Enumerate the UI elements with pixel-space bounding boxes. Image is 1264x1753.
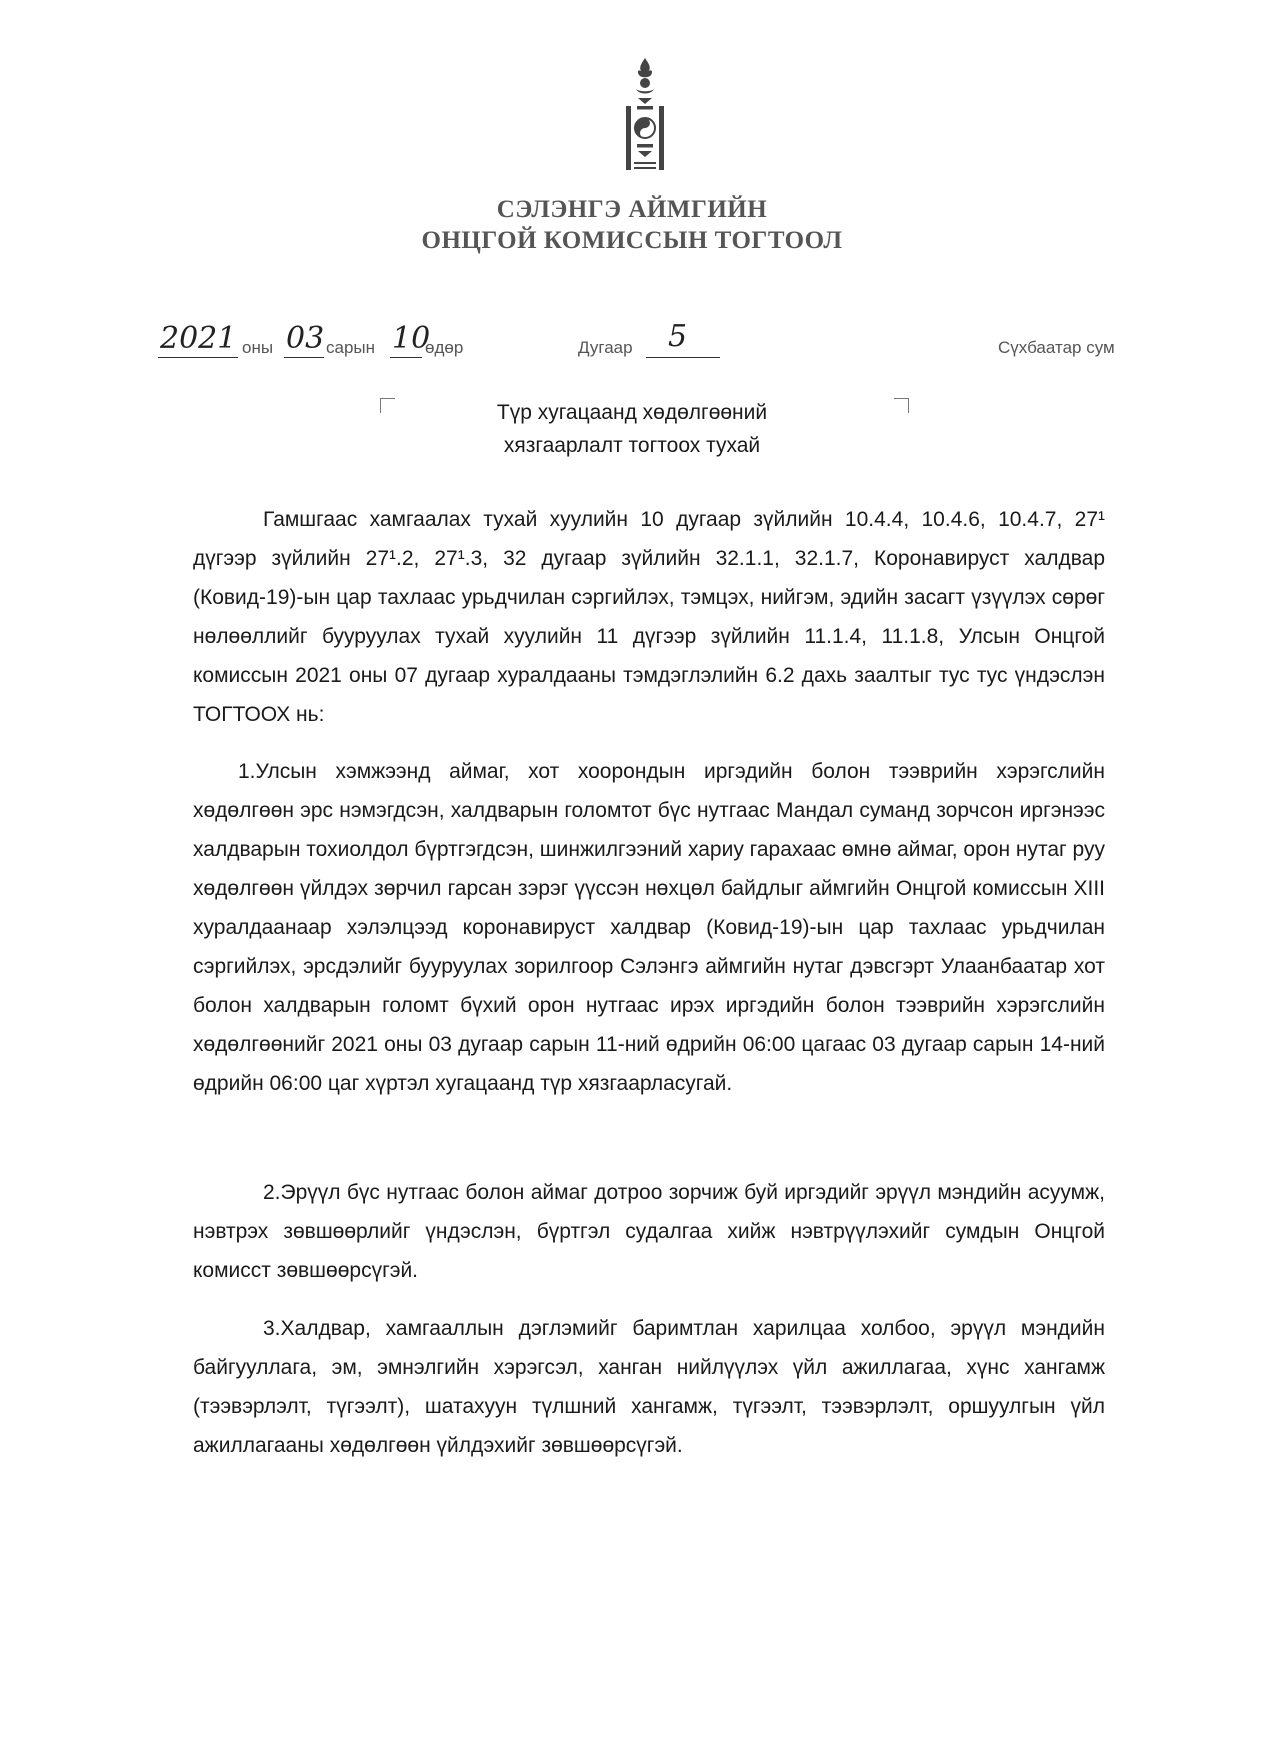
handwritten-year: 2021 (160, 321, 237, 356)
clause-1-paragraph: 1.Улсын хэмжээнд аймаг, хот хоорондын иргэдийн болон тээврийн хэрэгслийн хөдөлгөөн эрс нэмэгдсэн, халдварын голомтот бүс нутгаас Мандал суманд зорчсон иргэнээс халдварын тохиолдол бүртгэгдсэн, шинжилгээний хариу гарахаас өмнө аймаг, орон нутаг руу хөдөлгөөн үйлдэх зөрчил гарсан зэрэг үүссэн нөхцөл байдлыг аймгийн Онцгой комиссын XIII хуралдаанаар хэлэлцээд коронавируст халдвар (Ковид-19)-ын цар тахлаас урьдчилан сэргийлэх, эрсдэлийг бууруулах зорилгоор Сэлэнгэ аймгийн нутаг дэвсгэрт Улаанбаатар хот болон халдварын голомт бүхий орон нутгаас ирэх иргэдийн болон тээврийн хэрэгслийн хөдөлгөөнийг 2021 оны 03 дугаар сарын 11-ний өдрийн 06:00 цагаас 03 дугаар сарын 14-ний өдрийн 06:00 цаг хүртэл хугацаанд түр хязгаарласугай. (193, 760, 1105, 1095)
org-name-line1: СЭЛЭНГЭ АЙМГИЙН (496, 196, 768, 223)
preamble-paragraph: Гамшгаас хамгаалах тухай хуулийн 10 дугаар зүйлийн 10.4.4, 10.4.6, 10.4.7, 27¹ дүгээр зүйлийн 27¹.2, 27¹.3, 32 дугаар зүйлийн 32.1.1, 32.1.7, Коронавируст халдвар (Ковид-19)-ын цар тахлаас урьдчилан сэргийлэх, тэмцэх, нийгэм, эдийн засагт үзүүлэх сөрөг нөлөөллийг бууруулах тухай хуулийн 11 дүгээр зүйлийн 11.1.4, 11.1.8, Улсын Онцгой комиссын 2021 оны 07 дугаар хуралдааны тэмдэглэлийн 6.2 дахь заалтыг тус тус үндэслэн ТОГТООХ нь: (193, 508, 1105, 726)
year-suffix: оны (242, 338, 274, 357)
clause-2-paragraph: 2.Эрүүл бүс нутгаас болон аймаг дотроо зорчиж буй иргэдийг эрүүл мэндийн асуумж, нэвтрэх зөвшөөрлийг үндэслэн, бүртгэл судалгаа хийж нэвтрүүлэхийг сумдын Онцгой комисст зөвшөөрсүгэй. (193, 1181, 1105, 1282)
handwritten-day: 10 (392, 321, 431, 356)
place-name: Сүхбаатар сум (998, 338, 1115, 357)
document-title-line1: Түр хугацаанд хөдөлгөөний (496, 401, 768, 424)
clause-3-paragraph: 3.Халдвар, хамгааллын дэглэмийг баримтлан харилцаа холбоо, эрүүл мэндийн байгууллага, эм, эмнэлгийн хэрэгсэл, ханган нийлүүлэх үйл ажиллагаа, хүнс хангамж (тээвэрлэлт, түгээлт), шатахуун түлшний хангамж, түгээлт, тээвэрлэлт, оршуулгын үйл ажиллагааны хөдөлгөөн үйлдэхийг зөвшөөрсүгэй. (193, 1317, 1105, 1457)
number-label: Дугаар (578, 338, 633, 357)
document-title-line2: хязгаарлалт тогтоох тухай (503, 434, 761, 457)
org-name-line2: ОНЦГОЙ КОМИССЫН ТОГТООЛ (421, 227, 843, 254)
document-meta-row (0, 319, 1264, 365)
soyombo-emblem-icon (614, 56, 676, 176)
handwritten-number: 5 (668, 319, 688, 354)
day-suffix: өдөр (425, 338, 464, 357)
handwritten-month: 03 (286, 321, 325, 356)
month-suffix: сарын (326, 338, 376, 357)
